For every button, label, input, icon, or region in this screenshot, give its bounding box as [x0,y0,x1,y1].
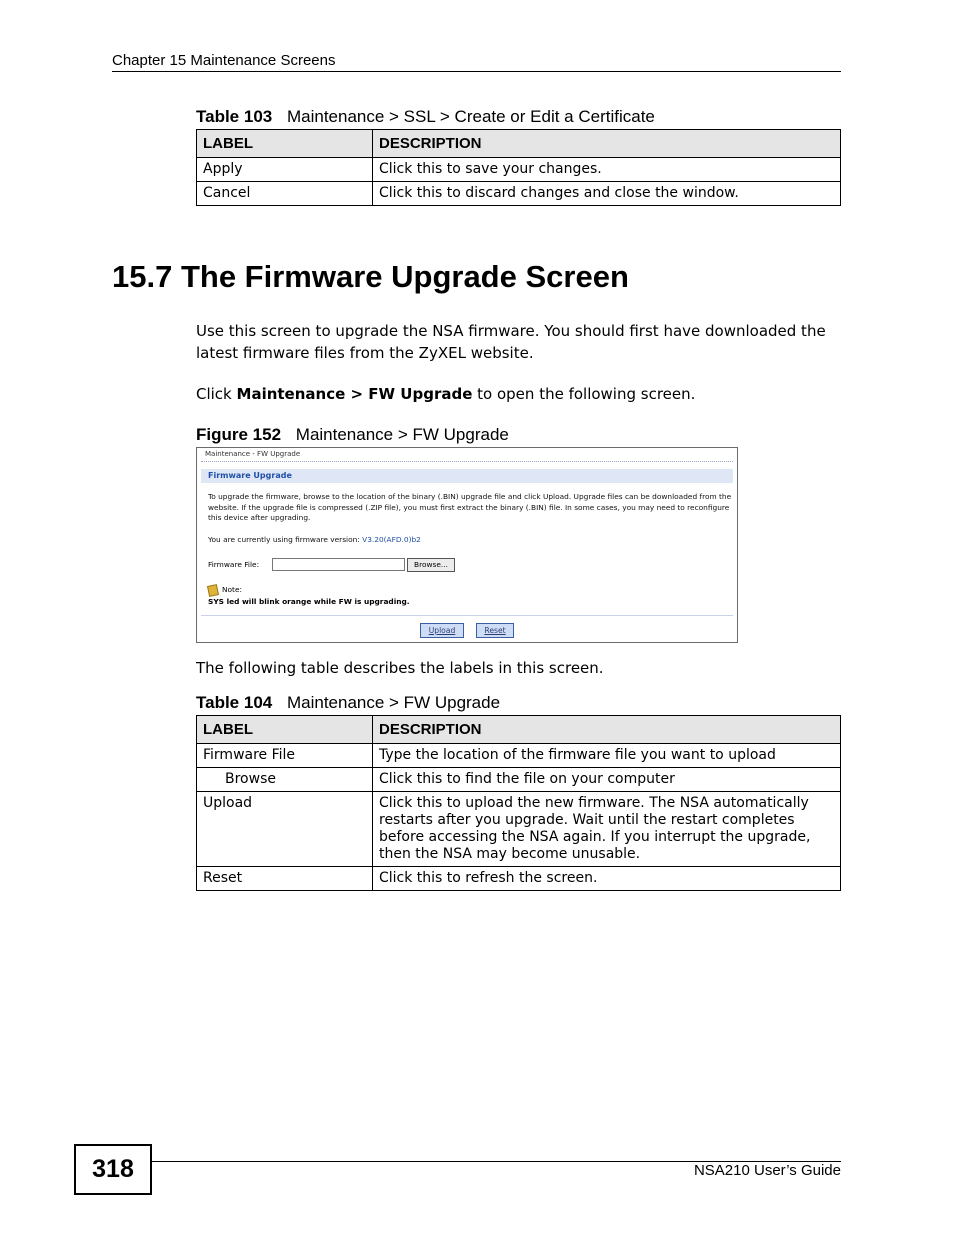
figure-caption-number: Figure 152 [196,425,282,444]
table-104-caption [196,693,500,713]
table-row [197,867,841,891]
table-row [197,158,841,182]
table-103-caption-text: Maintenance > SSL > Create or Edit a Certificate [286,107,655,126]
table-104-caption-text: Maintenance > FW Upgrade [286,693,501,712]
table-header-row [197,130,841,158]
figure-152-caption [196,425,509,445]
click-suffix: to open the following screen. [472,385,696,403]
table-row [197,792,841,867]
fig-title-bar [201,469,733,483]
fig-title: Firmware Upgrade [208,471,292,480]
fig-upload-button[interactable]: Upload [420,623,464,638]
fig-browse-button[interactable]: Browse... [407,558,455,572]
fig-divider [201,615,733,616]
table-cell-description: Click this to refresh the screen. [373,867,841,891]
fig-note-label: Note: [222,585,242,594]
table-104-caption-number: Table 104 [196,693,273,712]
table-cell-description: Click this to save your changes. [373,158,841,182]
table-cell-description: Click this to find the file on your computer [373,768,841,792]
fig-note-text: SYS led will blink orange while FW is upgrading. [208,597,410,606]
fig-version-prefix: You are currently using firmware version: [208,535,363,544]
fig-firmware-file-input[interactable] [272,558,405,571]
table-cell-description: Type the location of the firmware file you want to upload [373,744,841,768]
following-text: The following table describes the labels in this screen. [196,659,604,677]
table-cell-label [197,768,373,792]
table-cell-label: Reset [197,867,373,891]
table-103-caption [196,107,655,127]
fig-reset-button[interactable]: Reset [476,623,514,638]
fig-breadcrumb: Maintenance - FW Upgrade [205,450,301,458]
note-icon [207,584,219,597]
column-header-label: LABEL [197,716,373,744]
fig-firmware-file-label: Firmware File: [208,560,260,569]
table-104 [196,715,841,891]
intro-paragraph: Use this screen to upgrade the NSA firmware. You should first have downloaded the latest firmware files from the ZyXEL website. [196,322,826,362]
column-header-label: LABEL [197,130,373,158]
table-header-row [197,716,841,744]
fig-instructions: To upgrade the firmware, browse to the location of the binary (.BIN) upgrade file and click Upload. Upgrade files can be downloaded from the website. If the upgrade file is compressed (.ZIP file), you must first extract the binary (.BIN) file. In some cases, you may need to reconfigure this device after upgrading. [208,492,732,522]
column-header-description: DESCRIPTION [373,716,841,744]
table-cell-label: Apply [197,158,373,182]
table-103-caption-number: Table 103 [196,107,273,126]
chapter-header: Chapter 15 Maintenance Screens [112,52,336,69]
table-cell-label: Firmware File [197,744,373,768]
table-row [197,182,841,206]
page-number: 318 [74,1144,152,1195]
guide-name: NSA210 User’s Guide [693,1162,841,1179]
table-cell-description: Click this to discard changes and close the window. [373,182,841,206]
fig-version-value: V3.20(AFD.0)b2 [362,535,421,544]
table-row [197,768,841,792]
fw-upgrade-screenshot [196,447,738,643]
table-row [197,744,841,768]
table-cell-label-indented: Browse [225,771,276,787]
table-103 [196,129,841,206]
column-header-description: DESCRIPTION [373,130,841,158]
click-instruction [196,383,841,405]
table-cell-description: Click this to upload the new firmware. The NSA automatically restarts after you upgrade. Wait until the restart completes before accessing the NSA again. If you interrupt the upgrade, then the NSA may become unusable. [373,792,841,867]
header-rule [112,71,841,72]
fig-divider [201,461,733,462]
figure-caption-text: Maintenance > FW Upgrade [295,425,509,444]
table-cell-label: Upload [197,792,373,867]
table-cell-label: Cancel [197,182,373,206]
click-menu-path: Maintenance > FW Upgrade [236,385,473,403]
click-prefix: Click [196,385,237,403]
fig-version-line [208,535,733,546]
section-title: 15.7 The Firmware Upgrade Screen [112,259,629,294]
